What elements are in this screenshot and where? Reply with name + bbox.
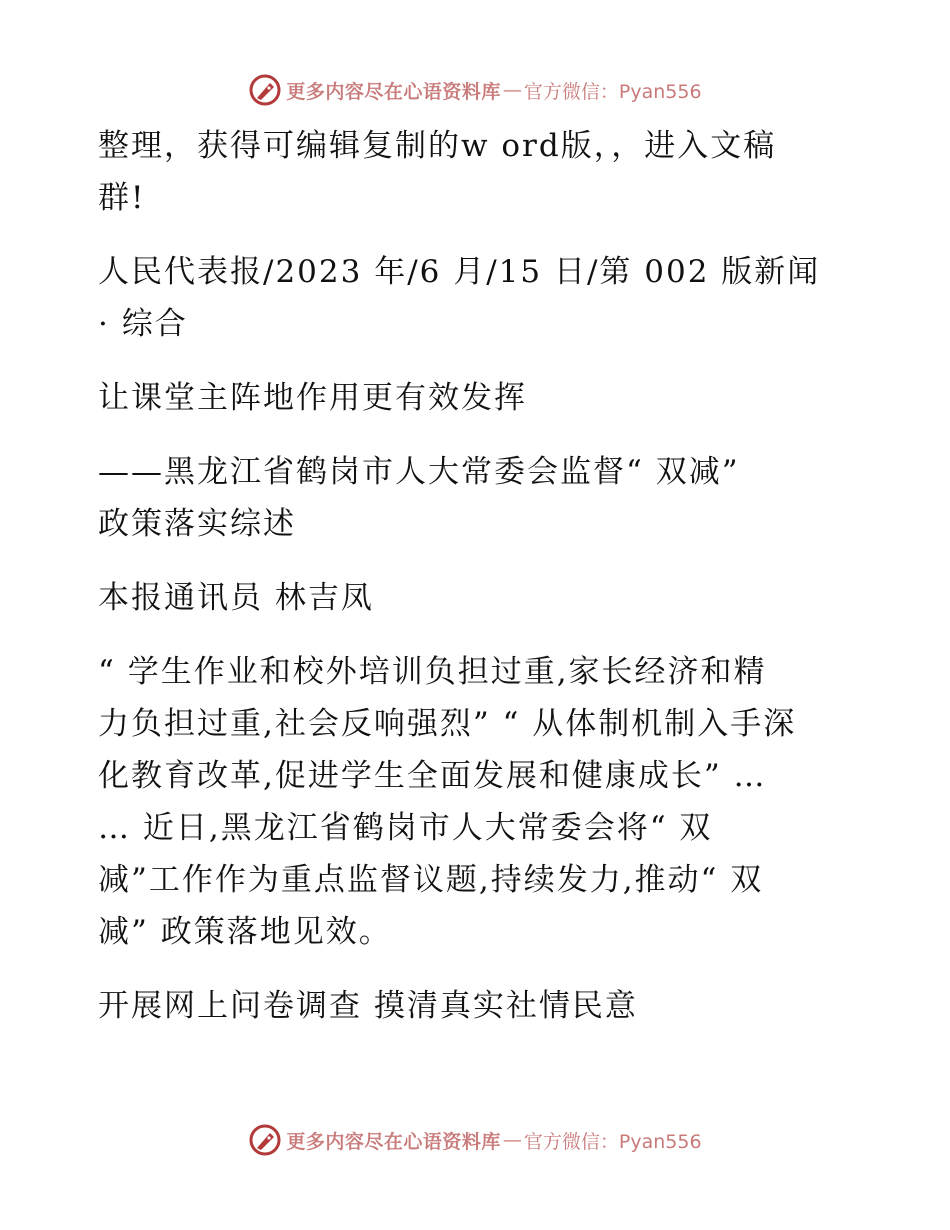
body-line-4: … 近日,黑龙江省鹤岗市人大常委会将“ 双 bbox=[98, 810, 713, 846]
watermark-text: 更多内容尽在心语资料库 bbox=[286, 1130, 501, 1153]
watermark-contact: 官方微信：Pyan556 bbox=[523, 1130, 702, 1153]
body-line-2: 力负担过重,社会反响强烈” “ 从体制机制入手深 bbox=[98, 706, 797, 742]
intro-line-1: 整理，获得可编辑复制的w ord版，，进入文稿 bbox=[98, 128, 777, 164]
body-line-6: 减” 政策落地见效。 bbox=[98, 914, 392, 950]
source-line-1: 人民代表报/2023 年/6 月/15 日/第 002 版新闻 bbox=[98, 254, 821, 290]
body-line-5: 减”工作作为重点监督议题,持续发力,推动“ 双 bbox=[98, 862, 764, 898]
watermark-separator: — bbox=[502, 79, 522, 101]
source-line-2: · 综合 bbox=[98, 306, 188, 342]
document-body bbox=[98, 120, 858, 1032]
watermark-contact: 官方微信：Pyan556 bbox=[523, 80, 702, 103]
pen-nib-circle-icon bbox=[248, 73, 282, 107]
body-line-3: 化教育改革,促进学生全面发展和健康成长” … bbox=[98, 758, 767, 794]
article-title: 让课堂主阵地作用更有效发挥 bbox=[98, 380, 527, 416]
footer-watermark-banner bbox=[0, 1120, 950, 1160]
intro-line-2: 群! bbox=[98, 180, 146, 216]
watermark-separator: — bbox=[502, 1129, 522, 1151]
byline: 本报通讯员 林吉凤 bbox=[98, 580, 374, 616]
body-line-1: “ 学生作业和校外培训负担过重,家长经济和精 bbox=[98, 654, 767, 690]
pen-nib-circle-icon bbox=[248, 1123, 282, 1157]
header-watermark-banner bbox=[0, 70, 950, 110]
article-subtitle-line-1: ——黑龙江省鹤岗市人大常委会监督“ 双减” bbox=[98, 454, 740, 490]
watermark-text: 更多内容尽在心语资料库 bbox=[286, 80, 501, 103]
section-heading: 开展网上问卷调查 摸清真实社情民意 bbox=[98, 988, 638, 1024]
article-subtitle-line-2: 政策落实综述 bbox=[98, 506, 296, 542]
